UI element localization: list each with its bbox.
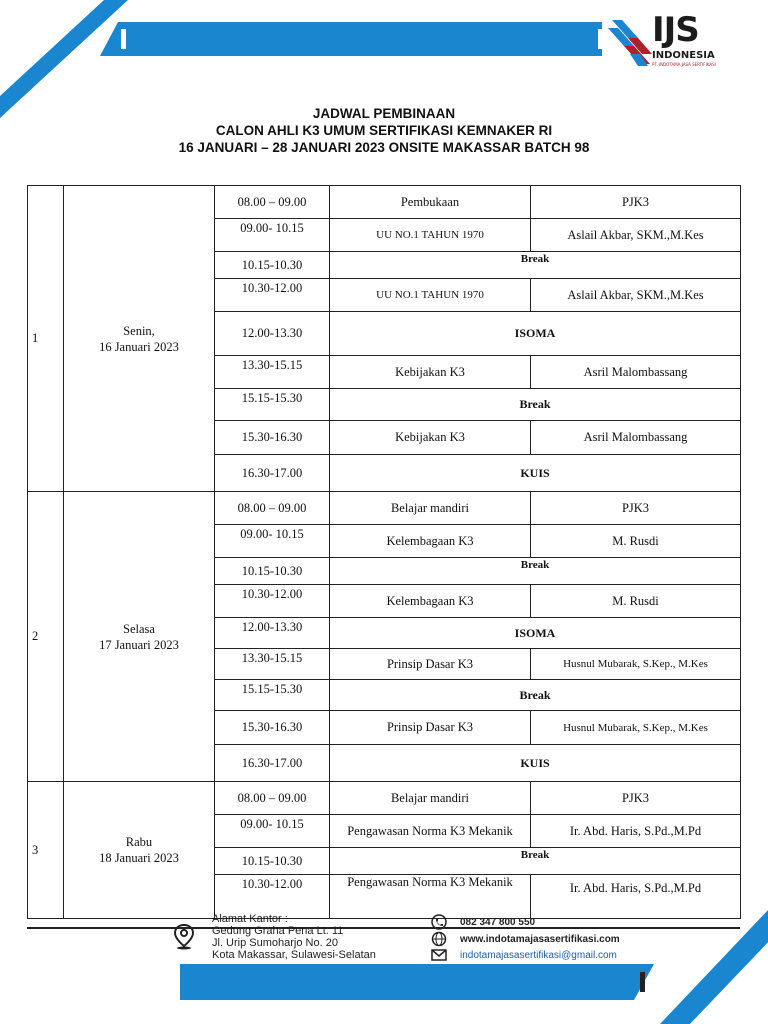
time-cell: 09.00- 10.15 [215,219,330,252]
time-cell: 09.00- 10.15 [215,525,330,558]
footer-address [212,913,376,961]
speaker-cell: PJK3 [531,782,741,815]
speaker-cell: PJK3 [531,186,741,219]
speaker-cell: Ir. Abd. Haris, S.Pd.,M.Pd [531,875,741,919]
speaker-cell: M. Rusdi [531,585,741,618]
mail-icon [430,948,448,962]
time-cell: 10.30-12.00 [215,875,330,919]
globe-icon [430,931,448,947]
header-corner-cutout [0,0,104,96]
table-bottom-line [27,927,740,929]
time-cell: 15.30-16.30 [215,421,330,455]
address-label: Alamat Kantor : [212,913,288,925]
time-cell: 12.00-13.30 [215,618,330,649]
activity-cell: UU NO.1 TAHUN 1970 [330,279,531,312]
activity-cell: Prinsip Dasar K3 [330,649,531,680]
kuis-cell: KUIS [330,745,741,782]
day-date: 16 Januari 2023 [99,339,179,354]
time-cell: 08.00 – 09.00 [215,492,330,525]
schedule-table [27,185,741,919]
speaker-cell: Asril Malombassang [531,356,741,389]
time-cell: 08.00 – 09.00 [215,782,330,815]
time-cell: 10.30-12.00 [215,279,330,312]
isoma-cell: ISOMA [330,312,741,356]
time-cell: 15.30-16.30 [215,711,330,745]
logo-subtitle: INDONESIA [652,50,715,61]
title-line-1: JADWAL PEMBINAAN [312,106,456,121]
activity-cell: Kelembagaan K3 [330,585,531,618]
table-row [28,186,741,219]
footer-email[interactable]: indotamajasasertifikasi@gmail.com [460,950,617,961]
ijs-logo-icon [608,14,654,70]
activity-cell: Pengawasan Norma K3 Mekanik [330,815,531,848]
title-line-3: 16 JANUARI – 28 JANUARI 2023 ONSITE MAKASSAR BATCH 98 [178,140,590,155]
day-name: Selasa [123,621,155,636]
isoma-cell: ISOMA [330,618,741,649]
header-bar [118,22,602,56]
day-cell [64,186,215,492]
time-cell: 13.30-15.15 [215,649,330,680]
time-cell: 08.00 – 09.00 [215,186,330,219]
header-bar-tick-right [598,29,603,49]
time-cell: 13.30-15.15 [215,356,330,389]
break-cell: Break [330,558,741,585]
activity-cell: Belajar mandiri [330,492,531,525]
footer-website[interactable]: www.indotamajasasertifikasi.com [460,934,620,945]
kuis-cell: KUIS [330,455,741,492]
time-cell: 16.30-17.00 [215,455,330,492]
time-cell: 15.15-15.30 [215,680,330,711]
time-cell: 16.30-17.00 [215,745,330,782]
footer-phone: 082 347 800 550 [460,917,536,928]
day-number: 1 [28,186,64,492]
activity-cell: Belajar mandiri [330,782,531,815]
address-line-2: Jl. Urip Sumoharjo No. 20 [212,937,338,949]
speaker-cell: Asril Malombassang [531,421,741,455]
speaker-cell: PJK3 [531,492,741,525]
day-number: 3 [28,782,64,919]
break-cell: Break [330,680,741,711]
break-cell: Break [330,252,741,279]
day-date: 18 Januari 2023 [99,851,179,865]
day-name: Senin, [123,323,155,338]
logo-brand: IJS [652,10,699,50]
location-pin-icon [174,924,194,950]
time-cell: 12.00-13.30 [215,312,330,356]
speaker-cell: Husnul Mubarak, S.Kep., M.Kes [531,649,741,680]
table-row [28,492,741,525]
phone-icon [430,914,448,930]
day-name: Rabu [125,835,153,849]
activity-cell: Kebijakan K3 [330,421,531,455]
time-cell: 10.15-10.30 [215,848,330,875]
break-cell: Break [330,389,741,421]
time-cell: 15.15-15.30 [215,389,330,421]
activity-cell: Kebijakan K3 [330,356,531,389]
title-line-2: CALON AHLI K3 UMUM SERTIFIKASI KEMNAKER RI [215,123,553,138]
day-number: 2 [28,492,64,782]
speaker-cell: Ir. Abd. Haris, S.Pd.,M.Pd [531,815,741,848]
activity-cell: UU NO.1 TAHUN 1970 [330,219,531,252]
address-line-1: Gedung Graha Pena Lt. 11 [212,925,344,937]
time-cell: 10.15-10.30 [215,558,330,585]
speaker-cell: Aslail Akbar, SKM.,M.Kes [531,279,741,312]
footer-bar-tick [640,972,645,992]
speaker-cell: Husnul Mubarak, S.Kep., M.Kes [531,711,741,745]
time-cell: 10.30-12.00 [215,585,330,618]
speaker-cell: Aslail Akbar, SKM.,M.Kes [531,219,741,252]
activity-cell: Kelembagaan K3 [330,525,531,558]
logo-tagline: PT. INDOTAMA JASA SERTIFIKASI [652,62,716,67]
header-bar-tick-left [121,29,126,49]
day-cell [64,492,215,782]
footer-corner-cutout [690,938,768,1024]
day-date: 17 Januari 2023 [99,637,179,652]
time-cell: 09.00- 10.15 [215,815,330,848]
activity-cell: Pembukaan [330,186,531,219]
day-cell [64,782,215,919]
address-line-3: Kota Makassar, Sulawesi-Selatan [212,949,376,961]
table-row [28,782,741,815]
speaker-cell: M. Rusdi [531,525,741,558]
footer-bar [180,964,634,1000]
header-bar-slant [100,22,118,56]
activity-cell: Prinsip Dasar K3 [330,711,531,745]
break-cell: Break [330,848,741,875]
activity-cell: Pengawasan Norma K3 Mekanik [330,875,531,919]
time-cell: 10.15-10.30 [215,252,330,279]
